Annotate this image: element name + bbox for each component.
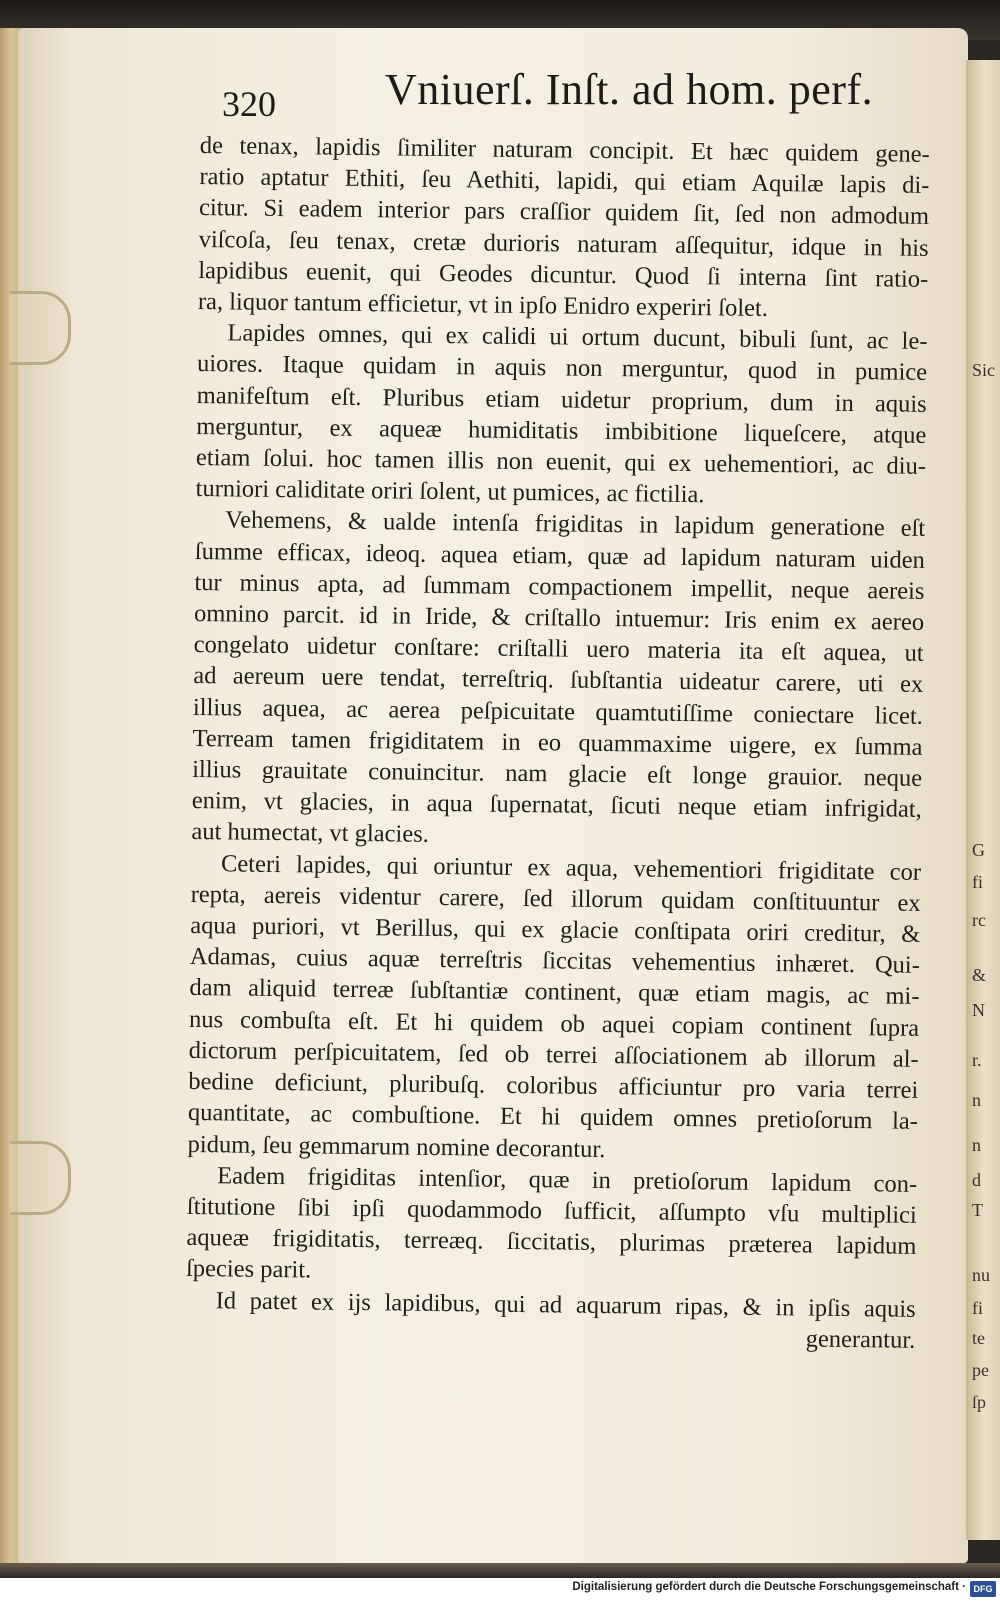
facing-page-fragment: fi [972,1298,983,1318]
facing-page-fragment: Sic [972,360,996,380]
text-line: etiam ſolui. hoc tamen illis non euenit, qui ex uehementiori, ac diu- [195,444,927,480]
dfg-logo: DFG [970,1581,996,1597]
text-line: Adamas, cuius aquæ terreſtris ſiccitas vehementius inhæret. Qui- [189,943,921,980]
digitization-footer [0,1578,1000,1602]
text-line: uiores. Itaque quidam in aquis non merguntur, quod in pumice [196,350,928,387]
text-line: tur minus apta, ad ſummam compactionem impellit, neque aereis [194,568,925,605]
facing-page-fragment: G [972,840,985,860]
funding-credit: Digitalisierung gefördert durch die Deutsche Forschungsgemeinschaft · [572,1581,966,1593]
text-line: omnino parcit. id in Iride, & criſtallo intuemur: Iris enim ex aereo [193,600,925,636]
text-line: illius grauitate conuincitur. nam glacie eſt longe grauior. neque [192,756,923,792]
clasp-ring-upper [10,291,71,365]
text-line: bedine deficiunt, pluribuſq. coloribus afficiuntur pro varia terrei [188,1068,919,1104]
page-number: 320 [222,84,276,124]
text-line: Id patet ex ijs lapidibus, qui ad aquarum ripas, & in ipſis aquis [215,1286,916,1323]
facing-page-fragment: T [972,1200,983,1220]
facing-page-fragment: te [972,1328,985,1348]
text-line: nus combuſta eſt. Et hi quidem ob aquei copiam continent ſupra [188,1005,920,1042]
text-line: viſcoſa, ſeu tenax, cretæ durioris naturam aſſequitur, idque in his [198,225,929,262]
facing-page-fragment: n [972,1135,981,1155]
facing-page-fragment: fi [972,872,983,892]
running-title: Vniuerſ. Inſt. ad hom. perf. [385,65,874,114]
facing-page-fragment: pe [972,1360,989,1380]
facing-page-fragment: ſp [972,1392,987,1412]
text-line: ſumme efficax, ideoq. aquea etiam, quæ ad lapidum naturam uiden [194,537,925,574]
text-line: ratio aptatur Ethiti, ſeu Aethiti, lapidi, qui etiam Aquilæ lapis di- [199,163,930,200]
catchword: generantur. [805,1325,916,1354]
body-text [185,130,930,1356]
text-line: de tenax, lapidis ſimiliter naturam concipit. Et hæc quidem gene- [199,131,930,168]
text-line: repta, aereis videntur carere, ſed illorum quidam conſtituuntur ex [190,880,921,917]
facing-page-fragment: n [972,1090,981,1110]
text-line: Terream tamen frigiditatem in eo quammaxime uigere, ex ſumma [192,724,923,761]
text-line: Eadem frigiditas intenſior, quæ in pretioſorum lapidum con- [217,1161,918,1198]
text-line: citur. Si eadem interior pars craſſior quidem ſit, ſed non admodum [198,194,930,231]
text-line: enim, vt glacies, in aqua ſupernatat, ſicuti neque etiam infrigidat, [191,787,922,824]
text-line: dam aliquid terreæ ſubſtantiæ continent, quæ etiam magis, ac mi- [189,974,920,1011]
text-line: manifeſtum eſt. Pluribus etiam uidetur proprium, dum in aquis [196,381,927,418]
text-line: quantitate, ac combuſtione. Et hi quidem omnes pretioſorum la- [187,1099,919,1136]
text-line: ad aereum uere tendat, terreſtriq. ſubſtantia uideatur carere, uti ex [193,662,924,699]
text-line: lapidibus euenit, qui Geodes dicuntur. Quod ſi interna ſint ratio- [198,256,929,293]
facing-page-edge [966,60,1000,1540]
text-line: illius aquea, ac aerea peſpicuitate quamtutiſſime coniectare licet. [192,693,924,730]
text-line: ſpecies parit. [185,1255,312,1284]
bottom-shadow [0,1563,1000,1578]
text-line: ra, liquor tantum efficietur, vt in ipſo Enidro experiri ſolet. [197,288,769,322]
text-line: aqua puriori, vt Berillus, qui ex glacie conſtipata oriri creditur, & [190,912,921,948]
text-line: aut humectat, vt glacies. [191,818,430,849]
text-line: Lapides omnes, qui ex calidi ui ortum ducunt, bibuli ſunt, ac le- [227,319,928,356]
text-line: aqueæ frigiditatis, terreæq. ſiccitatis, plurimas præterea lapidum [186,1224,917,1260]
text-line: merguntur, ex aqueæ humiditatis imbibitione liqueſcere, atque [196,412,927,449]
text-line: turniori caliditate oriri ſolent, ut pumices, ac fictilia. [195,475,705,509]
text-line: Vehemens, & ualde intenſa frigiditas in lapidum generatione eſt [225,506,926,543]
text-line: congelato uidetur conſtare: criſtalli uero materia ita eſt aquea, ut [193,631,924,668]
text-line: ſtitutione ſibi ipſi quodammodo ſufficit, aſſumpto vſu multiplici [186,1192,917,1229]
facing-page-fragment: rc [972,910,986,930]
clasp-ring-lower [10,1141,71,1215]
facing-page-fragment: & [972,965,987,985]
text-line: pidum, ſeu gemmarum nomine decorantur. [187,1130,606,1163]
facing-page-fragment: nu [972,1265,990,1285]
text-line: dictorum perſpicuitatem, ſed ob terrei aſſociationem ab illorum al- [188,1036,919,1073]
facing-page-fragment: N [972,1000,985,1020]
text-line: Ceteri lapides, qui oriuntur ex aqua, vehementiori frigiditate cor [220,849,922,886]
facing-page-fragment: d [972,1170,981,1190]
facing-page-fragment: r. [972,1050,982,1070]
